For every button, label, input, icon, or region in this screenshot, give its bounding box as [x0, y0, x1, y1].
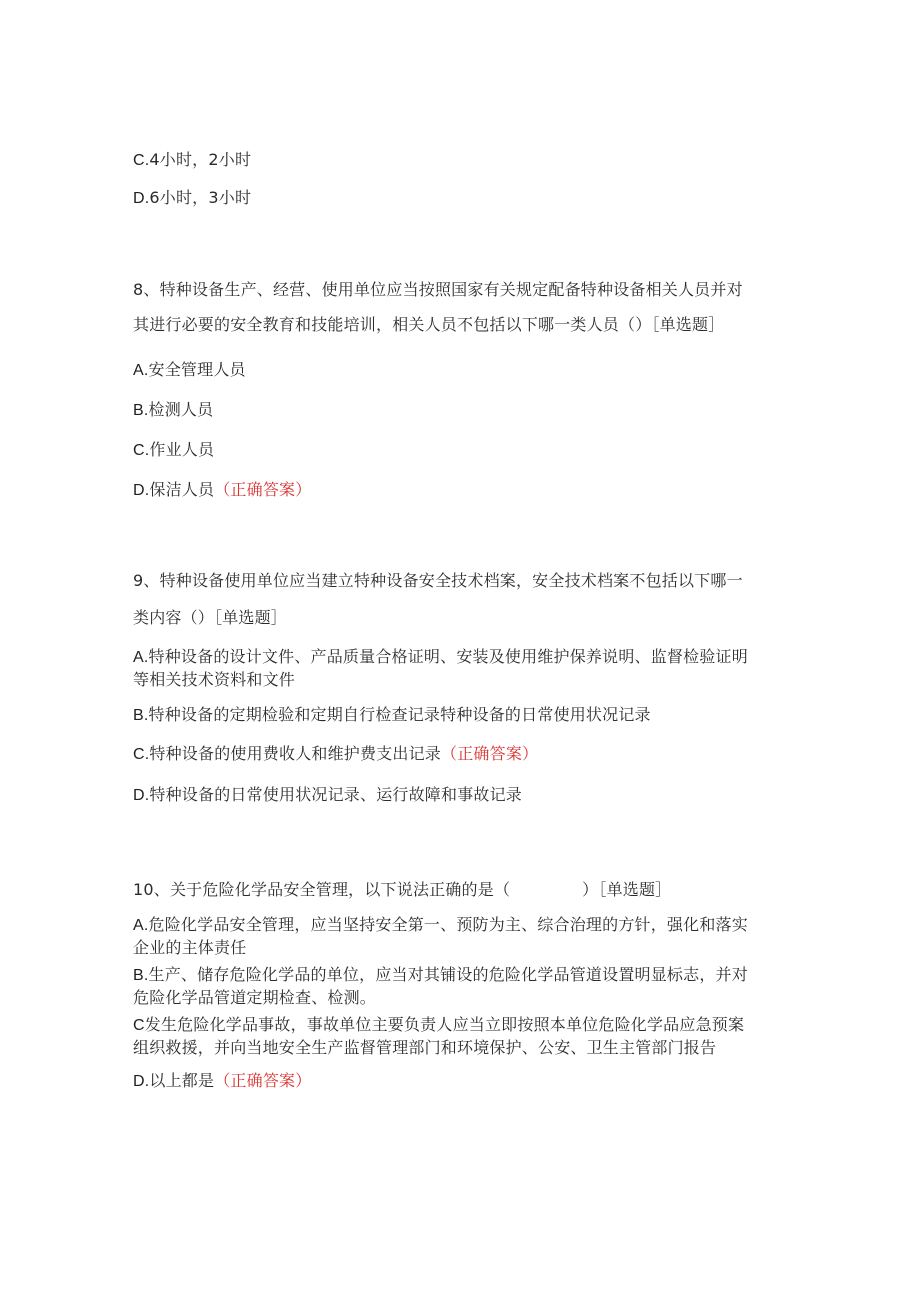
q10-option-c: [133, 1014, 744, 1037]
option-label: C.: [133, 746, 150, 763]
q8-option-a: [133, 359, 246, 382]
q9-option-c: [133, 743, 538, 766]
option-label: A.: [133, 917, 149, 934]
option-label: A.: [133, 649, 149, 666]
q10-option-b-cont: 危险化学品管道定期检查、检测。: [133, 988, 377, 1007]
option-text: 安全管理人员: [148, 360, 246, 379]
correct-answer-mark: （正确答案）: [214, 480, 312, 499]
correct-answer-mark: （正确答案）: [441, 744, 539, 763]
option-text: 特种设备的日常使用状况记录、运行故障和事故记录: [149, 785, 523, 804]
option-label: B.: [133, 707, 149, 724]
option-text: 特种设备的使用费收人和维护费支出记录: [149, 744, 442, 763]
option-label: B.: [133, 402, 149, 419]
q9-option-b: [133, 704, 651, 727]
option-label: C.: [133, 152, 150, 169]
option-text: 6小时，3小时: [149, 188, 252, 207]
q8-stem-line2: 其进行必要的安全教育和技能培训，相关人员不包括以下哪一类人员（）［单选题］: [133, 315, 725, 334]
option-text: 作业人员: [149, 440, 215, 459]
q8-option-c: [133, 439, 214, 462]
option-label: D.: [133, 787, 150, 804]
option-text: 发生危险化学品事故，事故单位主要负责人应当立即按照本单位危险化学品应急预案: [144, 1015, 745, 1034]
q9-option-a: [133, 646, 748, 669]
correct-answer-mark: （正确答案）: [214, 1071, 312, 1090]
q10-option-b: [133, 964, 748, 987]
q9-stem-line2: 类内容（）［单选题］: [133, 608, 288, 627]
option-label: B.: [133, 967, 149, 984]
q9-stem-line1: 9、特种设备使用单位应当建立特种设备安全技术档案，安全技术档案不包括以下哪一: [133, 571, 743, 590]
q10-option-a-cont: 企业的主体责任: [133, 938, 247, 957]
q9-option-a-cont: 等相关技术资料和文件: [133, 670, 296, 689]
q10-stem-post: ）［单选题］: [582, 880, 672, 899]
option-text: 危险化学品安全管理，应当坚持安全第一、预防为主、综合治理的方针，强化和落实: [148, 915, 748, 934]
option-text: 特种设备的设计文件、产品质量合格证明、安装及使用维护保养说明、监督检验证明: [148, 647, 748, 666]
q10-option-a: [133, 914, 748, 937]
option-text: 以上都是: [149, 1071, 215, 1090]
option-text: 保洁人员: [149, 480, 215, 499]
option-label: C: [133, 1017, 145, 1034]
q10-option-d: [133, 1070, 311, 1093]
q8-stem-line1: 8、特种设备生产、经营、使用单位应当按照国家有关规定配备特种设备相关人员并对: [133, 280, 743, 299]
option-text: 4小时，2小时: [149, 150, 252, 169]
option-text: 生产、储存危险化学品的单位，应当对其铺设的危险化学品管道设置明显标志，并对: [148, 965, 748, 984]
q8-option-b: [133, 399, 213, 422]
option-label: D.: [133, 190, 150, 207]
option-c-prev: [133, 149, 251, 172]
option-label: A.: [133, 362, 149, 379]
option-label: D.: [133, 482, 150, 499]
q10-stem: [133, 879, 671, 901]
q9-option-d: [133, 784, 522, 807]
q10-option-c-cont: 组织救援，并向当地安全生产监督管理部门和环境保护、公安、卫生主管部门报告: [133, 1038, 717, 1057]
option-label: C.: [133, 442, 150, 459]
q10-stem-pre: 10、关于危险化学品安全管理，以下说法正确的是（: [133, 880, 511, 899]
option-label: D.: [133, 1073, 150, 1090]
option-d-prev: [133, 187, 251, 210]
option-text: 特种设备的定期检验和定期自行检查记录特种设备的日常使用状况记录: [148, 705, 651, 724]
q8-option-d: [133, 479, 311, 502]
option-text: 检测人员: [148, 400, 214, 419]
